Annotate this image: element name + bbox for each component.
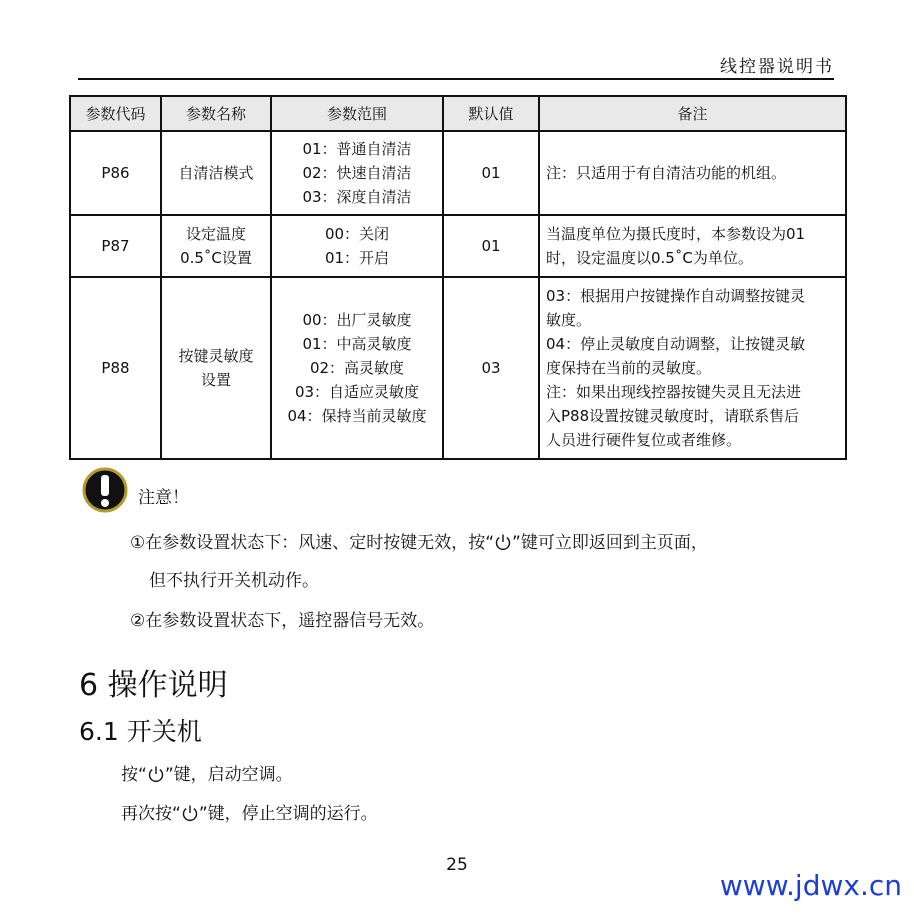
header-default-value: 默认值 — [443, 96, 539, 131]
remark-line: 03：根据用户按键操作自动调整按键灵 — [546, 287, 806, 305]
subsection-title: 6.1 开关机 — [79, 717, 202, 746]
remark-line: 人员进行硬件复位或者维修。 — [546, 431, 742, 449]
range-option: 01：中高灵敏度 — [302, 335, 412, 353]
header-title: 线控器说明书 — [720, 57, 834, 77]
remark-line: 注：只适用于有自清洁功能的机组。 — [546, 164, 787, 182]
range-option: 03：深度自清洁 — [302, 188, 412, 206]
remark-line: 入P88设置按键灵敏度时，请联系售后 — [546, 407, 800, 425]
instruction-text: 再次按“ — [121, 804, 181, 824]
table-row — [70, 215, 846, 277]
instruction-text: ”键，启动空调。 — [164, 765, 293, 785]
param-range — [271, 131, 443, 215]
remark-line: 注：如果出现线控器按键失灵且无法进 — [546, 383, 802, 401]
remark — [539, 277, 846, 459]
default-value: 01 — [443, 215, 539, 277]
param-name-line: 设置 — [200, 371, 231, 389]
power-icon — [181, 804, 199, 822]
remark-line: 当温度单位为摄氏度时，本参数设为01 — [546, 225, 806, 243]
header-rule — [78, 78, 834, 80]
range-option: 02：快速自清洁 — [302, 164, 412, 182]
param-name-line: 0.5˚C设置 — [180, 249, 252, 267]
notice-text: ①在参数设置状态下：风速、定时按键无效，按“ — [130, 533, 495, 553]
remark-line: 04：停止灵敏度自动调整，让按键灵敏 — [546, 335, 806, 353]
default-value: 03 — [443, 277, 539, 459]
remark — [539, 131, 846, 215]
exclamation-warning-icon — [82, 467, 128, 513]
table-row — [70, 131, 846, 215]
header-param-code: 参数代码 — [70, 96, 161, 131]
notice-text: ”键可立即返回到主页面， — [512, 533, 708, 553]
param-name-line: 自清洁模式 — [178, 164, 254, 182]
page-number: 25 — [446, 855, 468, 875]
range-option: 01：普通自清洁 — [302, 140, 412, 158]
power-icon — [494, 533, 512, 551]
param-code: P87 — [70, 215, 161, 277]
default-value: 01 — [443, 131, 539, 215]
range-option: 04：保持当前灵敏度 — [287, 407, 427, 425]
remark-line: 时，设定温度以0.5˚C为单位。 — [546, 249, 753, 267]
param-name — [161, 131, 271, 215]
range-option: 01：开启 — [324, 249, 390, 267]
notice-item-1-continued: 但不执行开关机动作。 — [149, 571, 319, 591]
range-option: 00：出厂灵敏度 — [302, 311, 412, 329]
param-range — [271, 277, 443, 459]
remark-line: 度保持在当前的灵敏度。 — [546, 359, 712, 377]
instruction-text: 按“ — [121, 765, 147, 785]
power-icon — [147, 765, 165, 783]
param-name-line: 按键灵敏度 — [178, 347, 254, 365]
range-option: 02：高灵敏度 — [309, 359, 405, 377]
notice-title: 注意！ — [138, 488, 189, 508]
range-option: 03：自适应灵敏度 — [294, 383, 420, 401]
remark — [539, 215, 846, 277]
param-range — [271, 215, 443, 277]
remark-line: 敏度。 — [546, 311, 592, 329]
power-off-instruction — [121, 799, 378, 824]
header-param-range: 参数范围 — [271, 96, 443, 131]
power-on-instruction — [121, 760, 293, 785]
instruction-text: ”键，停止空调的运行。 — [198, 804, 378, 824]
notice-item-2: ②在参数设置状态下，遥控器信号无效。 — [130, 611, 435, 631]
notice-item-1 — [130, 528, 708, 553]
watermark: www.jdwx.cn — [719, 869, 902, 902]
param-code: P86 — [70, 131, 161, 215]
header-remarks: 备注 — [539, 96, 846, 131]
param-code: P88 — [70, 277, 161, 459]
parameter-table — [69, 95, 847, 460]
param-name — [161, 277, 271, 459]
range-option: 00：关闭 — [324, 225, 390, 243]
table-header-row — [70, 96, 846, 131]
table-row — [70, 277, 846, 459]
param-name — [161, 215, 271, 277]
section-title: 6 操作说明 — [79, 668, 228, 703]
param-name-line: 设定温度 — [185, 225, 246, 243]
header-param-name: 参数名称 — [161, 96, 271, 131]
